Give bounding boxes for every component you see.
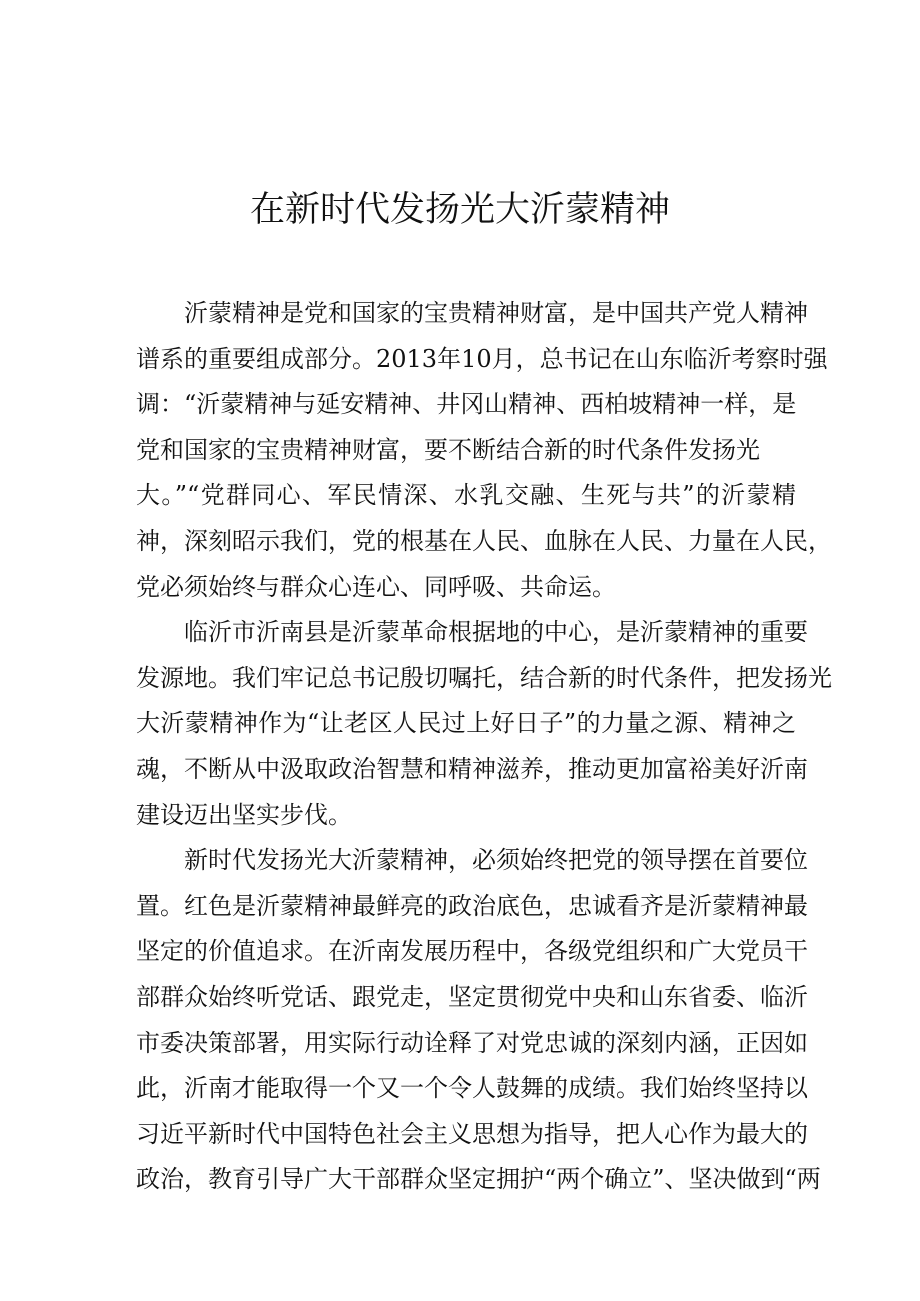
text-line: 政治，教育引导广大干部群众坚定拥护“两个确立”、坚决做到“两 — [136, 1165, 821, 1194]
text-line: 谱系的重要组成部分。2013年10月，总书记在山东临沂考察时强 — [136, 344, 828, 373]
text-line: 建设迈出坚实步伐。 — [136, 800, 352, 829]
text-line: 置。红色是沂蒙精神最鲜亮的政治底色，忠诚看齐是沂蒙精神最 — [136, 891, 808, 920]
text-line: 大。”“党群同心、军民情深、水乳交融、生死与共”的沂蒙精 — [136, 481, 796, 510]
text-line: 部群众始终听党话、跟党走，坚定贯彻党中央和山东省委、临沂 — [136, 982, 808, 1011]
text-line: 调：“沂蒙精神与延安精神、井冈山精神、西柏坡精神一样，是 — [136, 390, 797, 419]
text-line: 发源地。我们牢记总书记殷切嘱托，结合新的时代条件，把发扬光 — [136, 663, 832, 692]
text-line: 新时代发扬光大沂蒙精神，必须始终把党的领导摆在首要位 — [184, 846, 808, 875]
text-line: 党和国家的宝贵精神财富，要不断结合新的时代条件发扬光 — [136, 435, 760, 464]
paragraph-2 — [136, 610, 832, 838]
paragraph-1 — [136, 291, 832, 610]
text-line: 党必须始终与群众心连心、同呼吸、共命运。 — [136, 572, 616, 601]
text-line: 魂，不断从中汲取政治智慧和精神滋养，推动更加富裕美好沂南 — [136, 754, 808, 783]
text-line: 大沂蒙精神作为“让老区人民过上好日子”的力量之源、精神之 — [136, 709, 796, 738]
document-body — [136, 291, 832, 1203]
text-line: 沂蒙精神是党和国家的宝贵精神财富，是中国共产党人精神 — [184, 299, 808, 327]
text-line: 神，深刻昭示我们，党的根基在人民、血脉在人民、力量在人民， — [136, 526, 832, 555]
text-line: 临沂市沂南县是沂蒙革命根据地的中心，是沂蒙精神的重要 — [184, 618, 808, 647]
text-line: 坚定的价值追求。在沂南发展历程中，各级党组织和广大党员干 — [136, 937, 808, 966]
text-line: 市委决策部署，用实际行动诠释了对党忠诚的深刻内涵，正因如 — [136, 1028, 808, 1057]
text-line: 习近平新时代中国特色社会主义思想为指导，把人心作为最大的 — [136, 1119, 808, 1148]
paragraph-3 — [136, 838, 821, 1203]
text-line: 此，沂南才能取得一个又一个令人鼓舞的成绩。我们始终坚持以 — [136, 1074, 808, 1103]
document-title: 在新时代发扬光大沂蒙精神 — [249, 190, 670, 230]
